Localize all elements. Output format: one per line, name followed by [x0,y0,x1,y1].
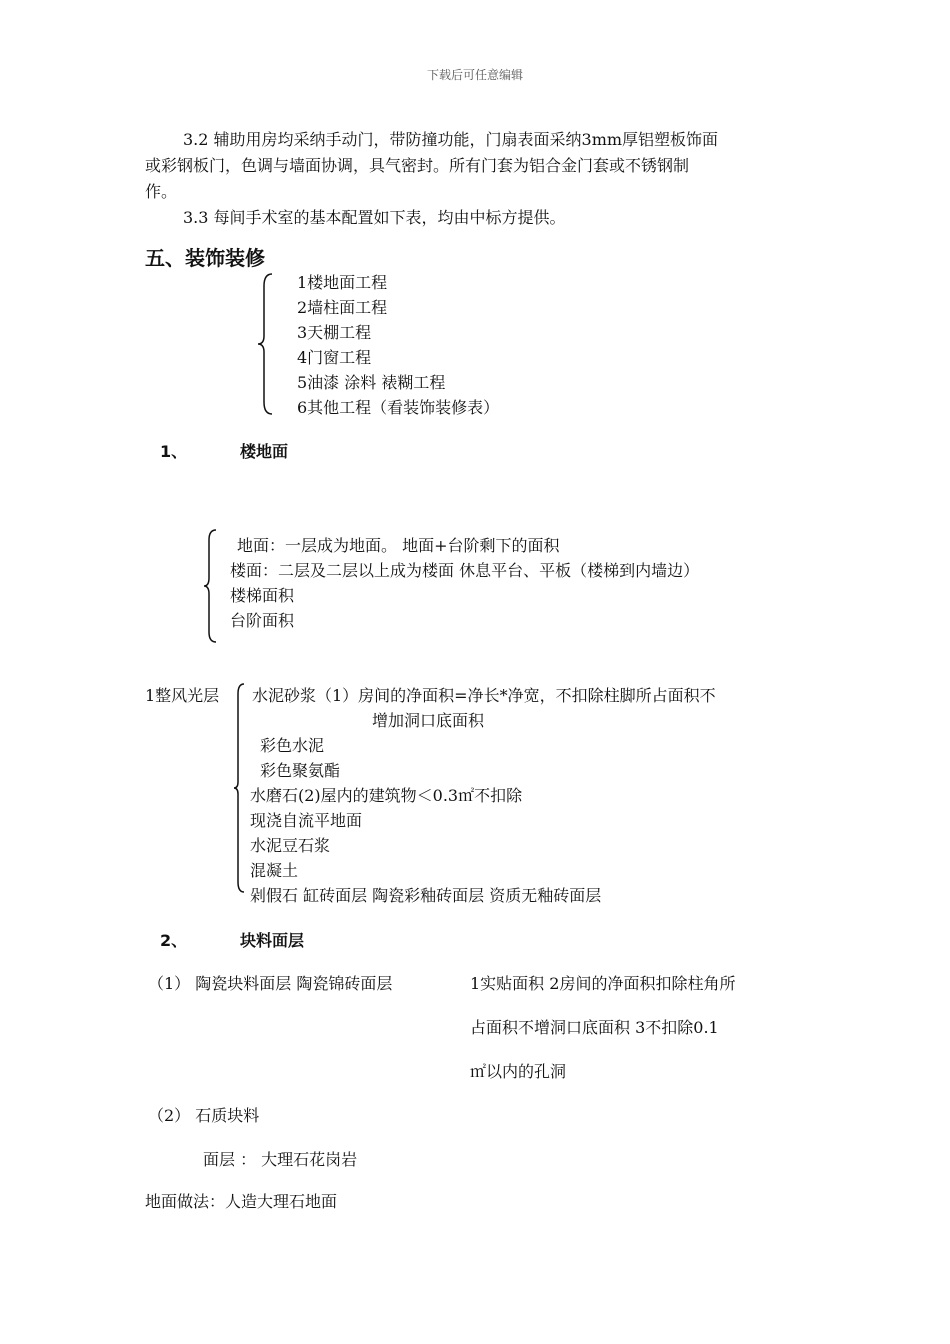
para-3-2-line1: 3.2 辅助用房均采纳手动门，带防撞功能，门扇表面采纳3mm厚铝塑板饰面 [183,130,719,149]
section-title: 五、装饰装修 [145,246,265,270]
para-3-2-line3: 作。 [145,182,178,201]
subsection-2-number: 2、 [160,931,188,950]
subsection-1-title: 楼地面 [240,442,289,461]
floor-line-1: 地面：一层成为地面。 地面+台阶剩下的面积 [237,536,560,555]
subsection-2-title: 块料面层 [240,931,305,950]
section-item-4: 4门窗工程 [297,348,372,367]
leveling-line-4: 彩色聚氨酯 [260,761,341,780]
para-3-3: 3.3 每间手术室的基本配置如下表，均由中标方提供。 [183,208,566,227]
floor-line-2: 楼面：二层及二层以上成为楼面 休息平台、平板（楼梯到内墙边） [230,561,700,580]
subsection-1-number: 1、 [160,442,188,461]
leveling-line-6: 现浇自流平地面 [250,811,363,830]
leveling-line-1: 水泥砂浆（1）房间的净面积=净长*净宽，不扣除柱脚所占面积不 [252,686,716,705]
para-3-2-line2: 或彩钢板门，色调与墙面协调，具气密封。所有门套为铝合金门套或不锈钢制 [145,156,690,175]
left-brace [232,682,248,894]
block-item-1-note-2: 占面积不增洞口底面积 3不扣除0.1 [470,1018,719,1037]
section-item-6: 6其他工程（看装饰装修表） [297,398,500,417]
block-item-1-label: （1） 陶瓷块料面层 陶瓷锦砖面层 [148,974,393,993]
block-item-2-label: （2） 石质块料 [148,1106,260,1125]
leveling-line-9: 剁假石 缸砖面层 陶瓷彩釉砖面层 资质无釉砖面层 [250,886,602,905]
left-brace [256,272,276,416]
floor-line-3: 楼梯面积 [230,586,295,605]
section-item-2: 2墙柱面工程 [297,298,388,317]
floor-line-4: 台阶面积 [230,611,295,630]
leveling-line-8: 混凝土 [250,861,299,880]
section-item-3: 3天棚工程 [297,323,372,342]
section-item-5: 5油漆 涂料 裱糊工程 [297,373,446,392]
leveling-line-3: 彩色水泥 [260,736,325,755]
section-item-1: 1楼地面工程 [297,273,388,292]
left-brace [202,528,222,644]
leveling-line-5: 水磨石(2)屋内的建筑物＜0.3㎡不扣除 [250,786,523,805]
block-item-1-note-3: ㎡以内的孔洞 [470,1062,567,1081]
leveling-line-7: 水泥豆石浆 [250,836,331,855]
floor-method: 地面做法：人造大理石地面 [145,1192,338,1211]
block-item-1-note-1: 1实贴面积 2房间的净面积扣除柱角所 [470,974,736,993]
surface-layer: 面层 ： 大理石花岗岩 [203,1150,358,1169]
page-header: 下载后可任意编辑 [426,68,523,82]
leveling-layer-label: 1整风光层 [145,686,220,705]
leveling-line-2: 增加洞口底面积 [372,711,485,730]
